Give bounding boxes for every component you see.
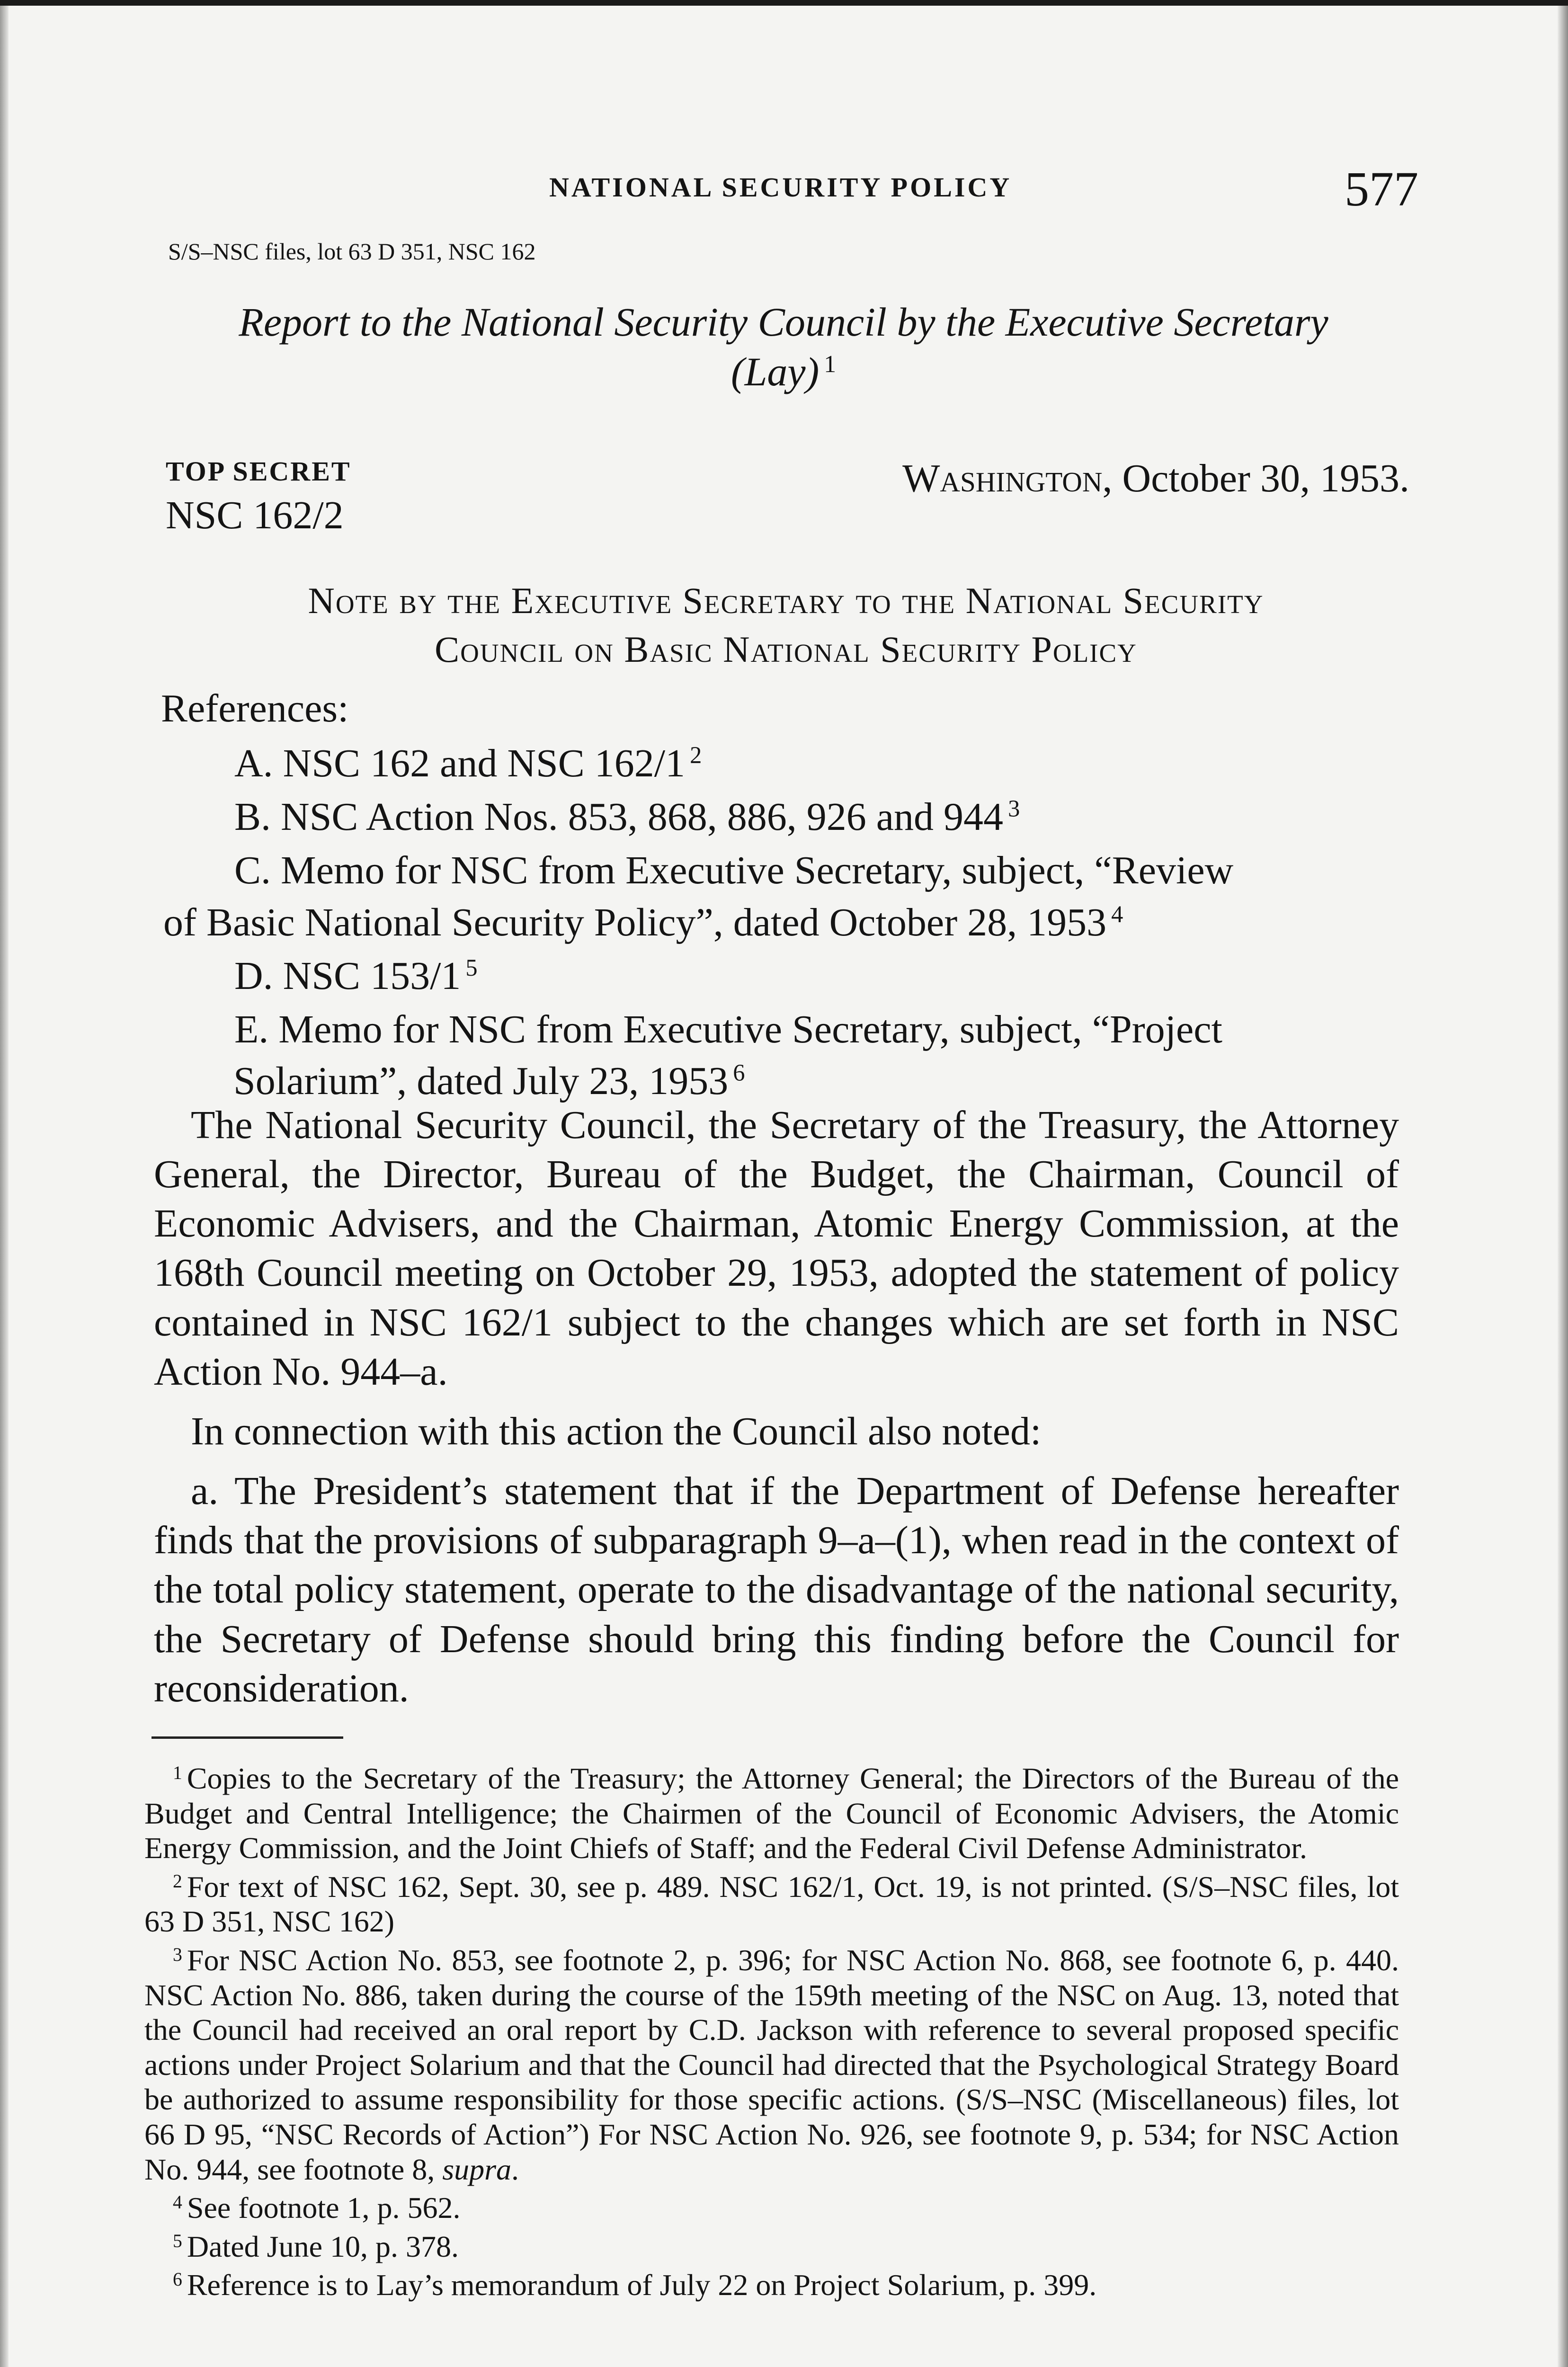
reference-item xyxy=(234,791,1418,843)
report-title-name: (Lay) xyxy=(731,348,820,394)
footnote-ref: 5 xyxy=(465,954,478,981)
footnote xyxy=(144,1761,1399,1866)
dateline-date: , October 30, 1953. xyxy=(1102,456,1409,500)
body-paragraph: The National Security Council, the Secretary of the Treasury, the Attorney General, the Director, Bureau of the Budget, the Chairman, Council of Economic Advisers, and the Chairman, Atomic Energy Commission, at the 168th Council meeting on October 29, 1953, adopted the statement of policy contained in NSC 162/1 subject to the changes which are set forth in NSC Action No. 944–a. xyxy=(154,1103,1399,1394)
body-paragraph: In connection with this action the Council also noted: xyxy=(191,1409,1042,1453)
footnote-ref: 4 xyxy=(1111,900,1123,927)
footnote-mark: 1 xyxy=(173,1762,182,1784)
source-note: S/S–NSC files, lot 63 D 351, NSC 162 xyxy=(168,238,536,265)
reference-text-cont: of Basic National Security Policy”, dated October 28, 1953 xyxy=(163,900,1107,944)
footnote-italic: supra xyxy=(442,2152,512,2186)
reference-text: C. Memo for NSC from Executive Secretary, subject, “Review xyxy=(234,848,1234,893)
footnote xyxy=(144,2268,1399,2303)
footnote-text: For text of NSC 162, Sept. 30, see p. 489. NSC 162/1, Oct. 19, is not printed. (S/S–NSC files, lot 63 D 351, NSC 162) xyxy=(144,1869,1399,1939)
references-label: References: xyxy=(161,686,349,730)
reference-text: D. NSC 153/1 xyxy=(234,953,461,998)
dateline-place: Washington xyxy=(902,456,1103,500)
page-number: 577 xyxy=(1345,162,1418,216)
footnote xyxy=(144,2190,1399,2225)
report-title-main: Report to the National Security Council by the Executive Secretary xyxy=(239,299,1328,345)
footnote-text: Reference is to Lay’s memorandum of July 22 on Project Solarium, p. 399. xyxy=(187,2268,1097,2302)
reference-text: A. NSC 162 and NSC 162/1 xyxy=(234,741,686,785)
note-heading-line2: Council on Basic National Security Policy xyxy=(435,628,1137,670)
reference-item xyxy=(234,1004,1418,1107)
footnote-mark: 4 xyxy=(173,2192,182,2213)
classification-marking: TOP SECRET xyxy=(166,456,351,487)
footnote-mark: 6 xyxy=(173,2269,182,2290)
report-title xyxy=(156,297,1411,397)
footnote-text: Dated June 10, p. 378. xyxy=(187,2229,459,2263)
footnote-mark: 2 xyxy=(173,1870,182,1892)
footnote xyxy=(144,2229,1399,2264)
footnote-text: See footnote 1, p. 562. xyxy=(187,2191,461,2225)
dateline xyxy=(902,455,1409,501)
body-paragraph: a. The President’s statement that if the Department of Defense hereafter finds that the provisions of subparagraph 9–a–(1), when read in the context of the total policy statement, operate to the disadvantage of the national security, the Secretary of Defense should bring this finding before the Council for reconsideration. xyxy=(154,1469,1399,1710)
footnotes xyxy=(144,1761,1399,2306)
reference-item xyxy=(234,738,1418,789)
reference-text: B. NSC Action Nos. 853, 868, 886, 926 and 944 xyxy=(234,795,1004,839)
reference-text-cont: Solarium”, dated July 23, 1953 xyxy=(233,1059,729,1103)
footnote-rule xyxy=(151,1736,343,1739)
footnote-text: For NSC Action No. 853, see footnote 2, p. 396; for NSC Action No. 868, see footnote 6, p. 440. NSC Action No. 886, taken during the course of the 159th meeting of the NSC on Aug. 13, noted that the Council had received an oral report by C.D. Jackson with reference to several proposed specific actions under Project Solarium and that the Council had directed that the Psychological Strategy Board be authorized to assume responsibility for those specific actions. (S/S–NSC (Miscellaneous) files, lot 66 D 95, “NSC Records of Action”) For NSC Action No. 926, see footnote 9, p. 534; for NSC Action No. 944, see footnote 8, xyxy=(144,1943,1399,2186)
footnote-ref: 2 xyxy=(690,742,702,769)
footnote-end: . xyxy=(511,2152,519,2186)
body-text xyxy=(154,1101,1399,1724)
running-head: NATIONAL SECURITY POLICY xyxy=(549,172,1012,203)
reference-item xyxy=(163,845,1418,948)
reference-text: E. Memo for NSC from Executive Secretary, subject, “Project xyxy=(234,1007,1222,1051)
note-heading-line1: Note by the Executive Secretary to the National Security xyxy=(308,580,1264,621)
footnote-mark: 3 xyxy=(173,1944,182,1966)
footnote-ref: 3 xyxy=(1008,795,1020,822)
footnote xyxy=(144,1869,1399,1939)
reference-item xyxy=(234,950,1418,1002)
footnote-ref: 6 xyxy=(733,1059,745,1086)
references-list xyxy=(163,738,1418,1109)
footnote-text: Copies to the Secretary of the Treasury; the Attorney General; the Directors of the Bureau of the Budget and Central Intelligence; the Chairmen of the Council of Economic Advisers, the Atomic Energy Commission, and the Joint Chiefs of Staff; and the Federal Civil Defense Administrator. xyxy=(144,1762,1399,1865)
note-heading xyxy=(151,577,1420,674)
document-number: NSC 162/2 xyxy=(166,493,344,537)
footnote-ref: 1 xyxy=(824,350,837,378)
footnote xyxy=(144,1943,1399,2187)
footnote-mark: 5 xyxy=(173,2230,182,2251)
